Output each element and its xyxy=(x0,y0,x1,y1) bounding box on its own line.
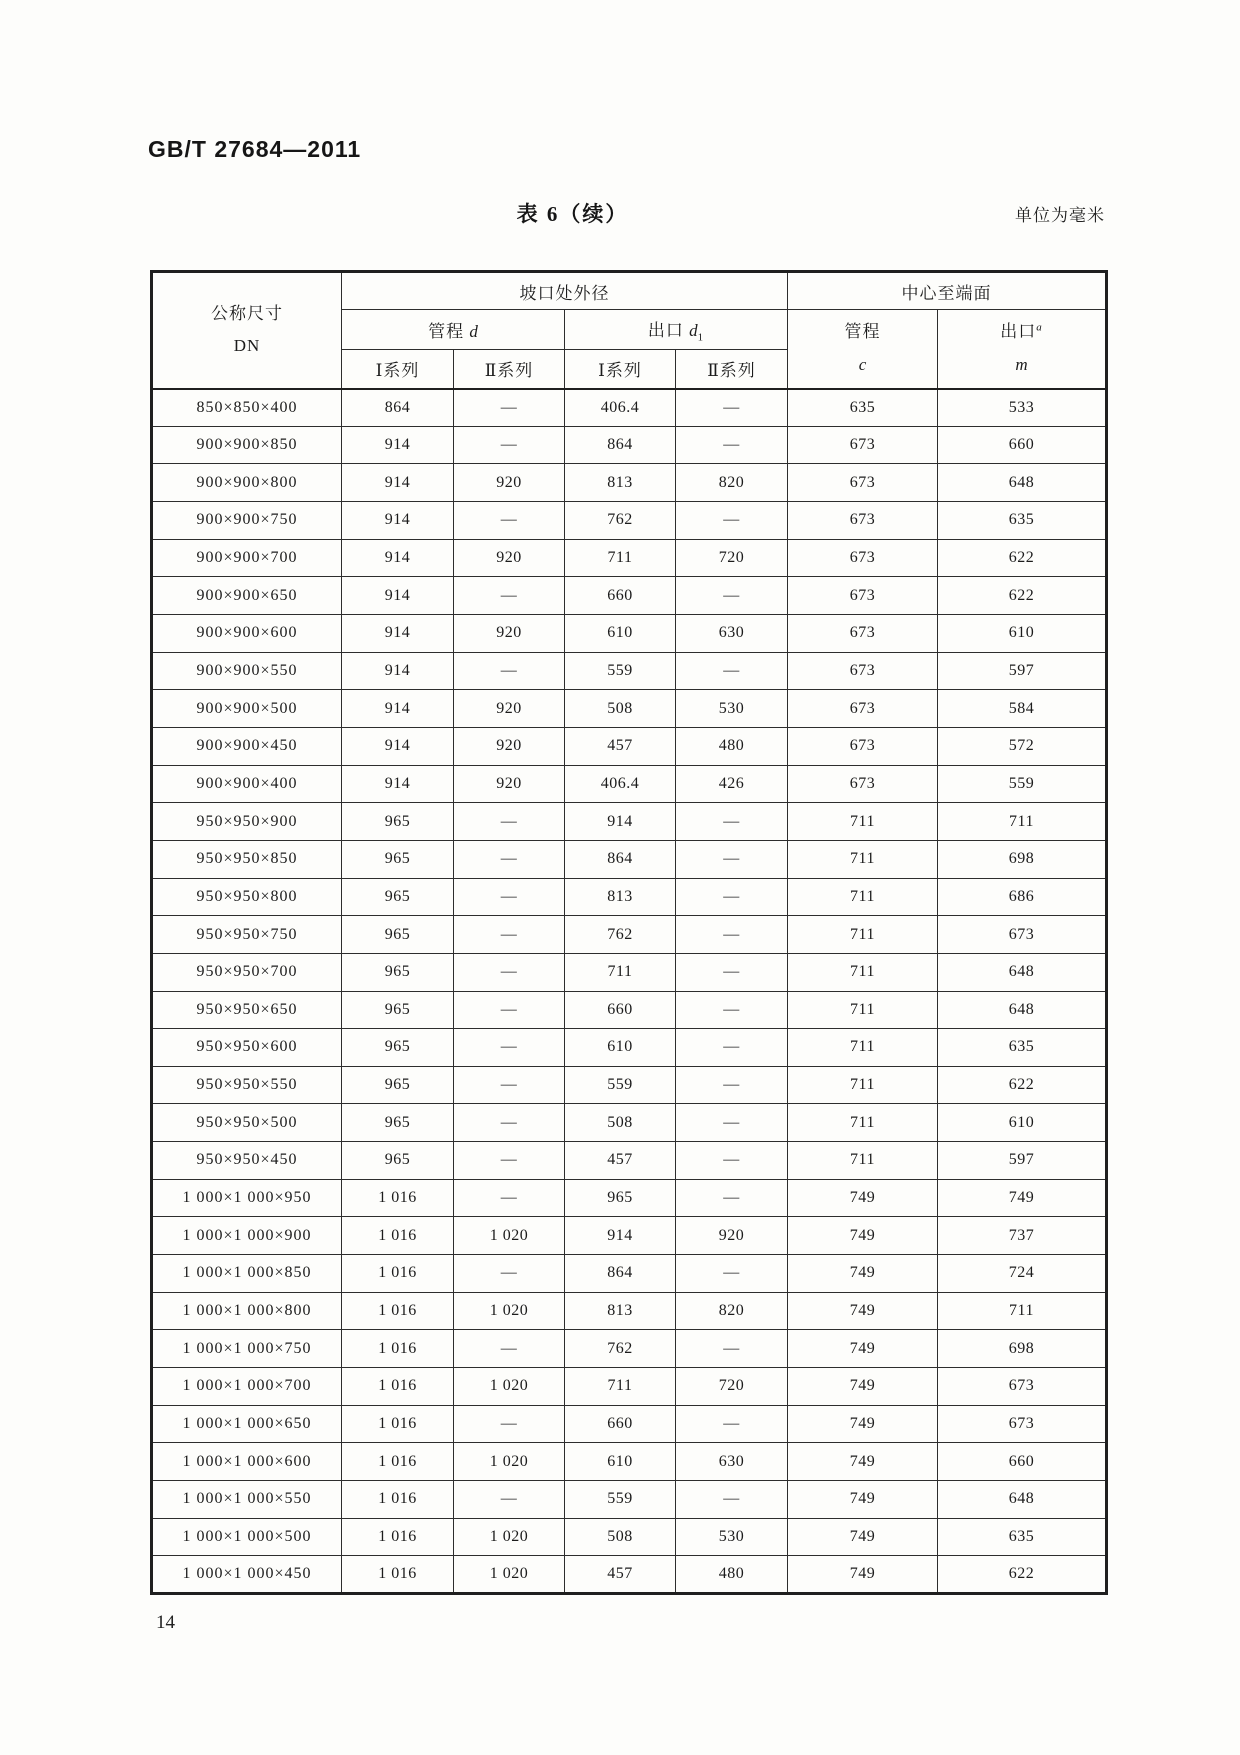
dimension-table xyxy=(150,270,1108,1595)
cell-tube-series1: 965 xyxy=(342,878,454,916)
cell-tube-series2: — xyxy=(454,878,565,916)
cell-outlet-series1: 864 xyxy=(565,840,676,878)
table-header xyxy=(152,272,1107,389)
cell-center-tube-c: 749 xyxy=(788,1368,938,1406)
cell-outlet-series1: 610 xyxy=(565,1443,676,1481)
table-row xyxy=(152,1292,1107,1330)
cell-outlet-series2: — xyxy=(676,389,788,427)
cell-tube-series1: 965 xyxy=(342,840,454,878)
table-row xyxy=(152,1255,1107,1293)
table-row xyxy=(152,1368,1107,1406)
cell-outlet-series2: — xyxy=(676,878,788,916)
cell-outlet-series1: 813 xyxy=(565,878,676,916)
cell-center-tube-c: 673 xyxy=(788,464,938,502)
cell-outlet-series1: 762 xyxy=(565,1330,676,1368)
cell-outlet-series1: 508 xyxy=(565,690,676,728)
cell-center-tube-c: 711 xyxy=(788,878,938,916)
table-row xyxy=(152,727,1107,765)
table-row xyxy=(152,389,1107,427)
cell-nominal-size: 900×900×750 xyxy=(152,501,342,539)
cell-outlet-series2: 820 xyxy=(676,1292,788,1330)
cell-outlet-series2: 720 xyxy=(676,539,788,577)
header-outlet-d1: 出口 $d_1$ xyxy=(565,310,788,350)
header-tube-d: 管程 d xyxy=(342,310,565,350)
cell-center-tube-c: 673 xyxy=(788,577,938,615)
cell-tube-series2: 920 xyxy=(454,539,565,577)
cell-outlet-series2: — xyxy=(676,916,788,954)
cell-outlet-series2: 530 xyxy=(676,690,788,728)
table-row xyxy=(152,953,1107,991)
table-row xyxy=(152,1481,1107,1519)
cell-center-outlet-m: 622 xyxy=(938,1556,1107,1594)
cell-center-tube-c: 673 xyxy=(788,501,938,539)
cell-nominal-size: 950×950×450 xyxy=(152,1142,342,1180)
cell-center-tube-c: 711 xyxy=(788,1142,938,1180)
table-row xyxy=(152,1556,1107,1594)
cell-center-tube-c: 749 xyxy=(788,1292,938,1330)
cell-center-outlet-m: 635 xyxy=(938,1029,1107,1067)
cell-center-outlet-m: 622 xyxy=(938,539,1107,577)
table-row xyxy=(152,1104,1107,1142)
cell-nominal-size: 950×950×800 xyxy=(152,878,342,916)
table-body xyxy=(152,389,1107,1594)
cell-tube-series1: 914 xyxy=(342,727,454,765)
cell-outlet-series1: 813 xyxy=(565,464,676,502)
cell-tube-series1: 1 016 xyxy=(342,1518,454,1556)
cell-outlet-series1: 914 xyxy=(565,1217,676,1255)
cell-outlet-series2: — xyxy=(676,803,788,841)
cell-center-outlet-m: 711 xyxy=(938,803,1107,841)
cell-center-outlet-m: 610 xyxy=(938,614,1107,652)
header-tube-series1: Ⅰ系列 xyxy=(342,350,454,389)
cell-center-outlet-m: 698 xyxy=(938,1330,1107,1368)
cell-nominal-size: 950×950×500 xyxy=(152,1104,342,1142)
header-nominal-size xyxy=(152,272,342,389)
cell-outlet-series2: — xyxy=(676,1104,788,1142)
cell-outlet-series1: 660 xyxy=(565,577,676,615)
cell-nominal-size: 900×900×800 xyxy=(152,464,342,502)
header-outlet-series2: Ⅱ系列 xyxy=(676,350,788,389)
cell-outlet-series1: 762 xyxy=(565,501,676,539)
cell-center-outlet-m: 622 xyxy=(938,577,1107,615)
cell-outlet-series2: — xyxy=(676,1481,788,1519)
cell-tube-series1: 965 xyxy=(342,1142,454,1180)
cell-outlet-series1: 406.4 xyxy=(565,765,676,803)
cell-tube-series2: — xyxy=(454,1179,565,1217)
cell-outlet-series1: 660 xyxy=(565,991,676,1029)
cell-center-tube-c: 635 xyxy=(788,389,938,427)
cell-center-tube-c: 673 xyxy=(788,765,938,803)
cell-tube-series2: 1 020 xyxy=(454,1368,565,1406)
cell-outlet-series1: 813 xyxy=(565,1292,676,1330)
cell-nominal-size: 950×950×600 xyxy=(152,1029,342,1067)
cell-outlet-series1: 508 xyxy=(565,1518,676,1556)
cell-outlet-series2: 480 xyxy=(676,727,788,765)
cell-outlet-series2: — xyxy=(676,652,788,690)
cell-outlet-series2: 920 xyxy=(676,1217,788,1255)
cell-center-outlet-m: 648 xyxy=(938,464,1107,502)
cell-nominal-size: 950×950×750 xyxy=(152,916,342,954)
cell-outlet-series1: 864 xyxy=(565,1255,676,1293)
cell-center-tube-c: 749 xyxy=(788,1405,938,1443)
cell-nominal-size: 1 000×1 000×800 xyxy=(152,1292,342,1330)
cell-center-outlet-m: 559 xyxy=(938,765,1107,803)
cell-outlet-series1: 457 xyxy=(565,1142,676,1180)
cell-outlet-series1: 660 xyxy=(565,1405,676,1443)
cell-center-tube-c: 749 xyxy=(788,1217,938,1255)
cell-center-tube-c: 673 xyxy=(788,539,938,577)
standard-number: GB/T 27684—2011 xyxy=(148,136,362,162)
cell-tube-series1: 1 016 xyxy=(342,1443,454,1481)
cell-nominal-size: 850×850×400 xyxy=(152,389,342,427)
cell-center-tube-c: 673 xyxy=(788,727,938,765)
table-row xyxy=(152,1179,1107,1217)
cell-tube-series2: 1 020 xyxy=(454,1292,565,1330)
cell-center-tube-c: 711 xyxy=(788,840,938,878)
cell-tube-series2: — xyxy=(454,389,565,427)
cell-center-tube-c: 673 xyxy=(788,614,938,652)
cell-tube-series2: — xyxy=(454,916,565,954)
cell-center-tube-c: 749 xyxy=(788,1518,938,1556)
cell-nominal-size: 950×950×900 xyxy=(152,803,342,841)
cell-center-tube-c: 749 xyxy=(788,1255,938,1293)
cell-outlet-series1: 457 xyxy=(565,1556,676,1594)
cell-nominal-size: 1 000×1 000×550 xyxy=(152,1481,342,1519)
cell-tube-series2: — xyxy=(454,991,565,1029)
cell-outlet-series2: 820 xyxy=(676,464,788,502)
cell-nominal-size: 900×900×500 xyxy=(152,690,342,728)
cell-nominal-size: 1 000×1 000×900 xyxy=(152,1217,342,1255)
cell-center-outlet-m: 673 xyxy=(938,916,1107,954)
cell-outlet-series2: 480 xyxy=(676,1556,788,1594)
cell-center-outlet-m: 635 xyxy=(938,1518,1107,1556)
cell-nominal-size: 1 000×1 000×700 xyxy=(152,1368,342,1406)
cell-outlet-series2: — xyxy=(676,1179,788,1217)
cell-tube-series2: 1 020 xyxy=(454,1556,565,1594)
table-row xyxy=(152,1066,1107,1104)
cell-tube-series1: 965 xyxy=(342,953,454,991)
cell-center-outlet-m: 648 xyxy=(938,953,1107,991)
cell-center-outlet-m: 660 xyxy=(938,426,1107,464)
cell-center-tube-c: 749 xyxy=(788,1330,938,1368)
cell-tube-series2: 920 xyxy=(454,614,565,652)
unit-note: 单位为毫米 xyxy=(1015,206,1105,225)
cell-nominal-size: 900×900×600 xyxy=(152,614,342,652)
cell-tube-series1: 864 xyxy=(342,389,454,427)
cell-center-outlet-m: 698 xyxy=(938,840,1107,878)
cell-nominal-size: 900×900×450 xyxy=(152,727,342,765)
cell-outlet-series2: — xyxy=(676,426,788,464)
header-tube-series2: Ⅱ系列 xyxy=(454,350,565,389)
cell-center-tube-c: 711 xyxy=(788,803,938,841)
cell-center-tube-c: 749 xyxy=(788,1179,938,1217)
cell-center-tube-c: 673 xyxy=(788,652,938,690)
cell-center-tube-c: 711 xyxy=(788,1104,938,1142)
cell-tube-series1: 914 xyxy=(342,614,454,652)
cell-tube-series1: 914 xyxy=(342,652,454,690)
cell-outlet-series2: — xyxy=(676,1029,788,1067)
table-row xyxy=(152,1405,1107,1443)
cell-nominal-size: 1 000×1 000×950 xyxy=(152,1179,342,1217)
cell-tube-series2: — xyxy=(454,1142,565,1180)
cell-outlet-series1: 508 xyxy=(565,1104,676,1142)
header-center-tube-c: 管程 c xyxy=(788,310,938,389)
cell-nominal-size: 1 000×1 000×650 xyxy=(152,1405,342,1443)
cell-tube-series2: 920 xyxy=(454,765,565,803)
cell-center-outlet-m: 660 xyxy=(938,1443,1107,1481)
cell-outlet-series1: 457 xyxy=(565,727,676,765)
table-row xyxy=(152,803,1107,841)
table-row xyxy=(152,878,1107,916)
cell-outlet-series1: 610 xyxy=(565,1029,676,1067)
cell-center-outlet-m: 673 xyxy=(938,1368,1107,1406)
cell-tube-series1: 1 016 xyxy=(342,1368,454,1406)
table-title: 表 6（续） xyxy=(516,202,629,226)
cell-center-tube-c: 711 xyxy=(788,1029,938,1067)
table-row xyxy=(152,426,1107,464)
cell-center-tube-c: 673 xyxy=(788,426,938,464)
cell-nominal-size: 900×900×400 xyxy=(152,765,342,803)
cell-nominal-size: 1 000×1 000×500 xyxy=(152,1518,342,1556)
header-outlet-series1: Ⅰ系列 xyxy=(565,350,676,389)
cell-tube-series1: 914 xyxy=(342,426,454,464)
cell-center-tube-c: 749 xyxy=(788,1443,938,1481)
table-row xyxy=(152,1217,1107,1255)
cell-tube-series1: 914 xyxy=(342,690,454,728)
cell-nominal-size: 1 000×1 000×600 xyxy=(152,1443,342,1481)
cell-nominal-size: 900×900×550 xyxy=(152,652,342,690)
cell-outlet-series1: 914 xyxy=(565,803,676,841)
cell-tube-series1: 965 xyxy=(342,991,454,1029)
cell-center-outlet-m: 533 xyxy=(938,389,1107,427)
cell-center-tube-c: 749 xyxy=(788,1481,938,1519)
cell-nominal-size: 1 000×1 000×850 xyxy=(152,1255,342,1293)
cell-nominal-size: 950×950×700 xyxy=(152,953,342,991)
cell-tube-series2: 920 xyxy=(454,727,565,765)
cell-tube-series1: 965 xyxy=(342,1104,454,1142)
cell-outlet-series1: 406.4 xyxy=(565,389,676,427)
cell-outlet-series1: 711 xyxy=(565,539,676,577)
header-nominal-size-symbol: DN xyxy=(233,336,261,356)
cell-center-outlet-m: 610 xyxy=(938,1104,1107,1142)
cell-outlet-series2: 630 xyxy=(676,1443,788,1481)
cell-outlet-series1: 965 xyxy=(565,1179,676,1217)
cell-outlet-series2: — xyxy=(676,953,788,991)
table-row xyxy=(152,1142,1107,1180)
cell-tube-series1: 965 xyxy=(342,1066,454,1104)
cell-outlet-series2: — xyxy=(676,840,788,878)
cell-tube-series1: 965 xyxy=(342,803,454,841)
cell-center-outlet-m: 622 xyxy=(938,1066,1107,1104)
cell-center-tube-c: 749 xyxy=(788,1556,938,1594)
table-row xyxy=(152,539,1107,577)
table-row xyxy=(152,1518,1107,1556)
table-row xyxy=(152,1029,1107,1067)
cell-outlet-series1: 559 xyxy=(565,1066,676,1104)
cell-tube-series2: — xyxy=(454,1255,565,1293)
table-row xyxy=(152,614,1107,652)
cell-nominal-size: 950×950×650 xyxy=(152,991,342,1029)
table-row xyxy=(152,501,1107,539)
table-row xyxy=(152,690,1107,728)
header-group-bevel-od: 坡口处外径 xyxy=(342,272,788,310)
table-row xyxy=(152,652,1107,690)
cell-outlet-series2: — xyxy=(676,577,788,615)
cell-nominal-size: 950×950×550 xyxy=(152,1066,342,1104)
cell-outlet-series2: — xyxy=(676,1405,788,1443)
header-row-groups xyxy=(152,272,1107,310)
cell-tube-series1: 914 xyxy=(342,577,454,615)
cell-tube-series1: 914 xyxy=(342,464,454,502)
cell-center-outlet-m: 673 xyxy=(938,1405,1107,1443)
cell-tube-series1: 1 016 xyxy=(342,1217,454,1255)
cell-tube-series2: — xyxy=(454,1405,565,1443)
cell-center-tube-c: 711 xyxy=(788,953,938,991)
cell-tube-series1: 914 xyxy=(342,539,454,577)
cell-center-outlet-m: 686 xyxy=(938,878,1107,916)
cell-tube-series1: 965 xyxy=(342,1029,454,1067)
cell-outlet-series2: — xyxy=(676,1255,788,1293)
cell-tube-series1: 1 016 xyxy=(342,1556,454,1594)
cell-outlet-series2: — xyxy=(676,1142,788,1180)
cell-tube-series2: — xyxy=(454,1481,565,1519)
cell-tube-series2: — xyxy=(454,1066,565,1104)
cell-center-tube-c: 711 xyxy=(788,1066,938,1104)
cell-tube-series1: 1 016 xyxy=(342,1255,454,1293)
cell-tube-series1: 1 016 xyxy=(342,1405,454,1443)
cell-tube-series1: 914 xyxy=(342,765,454,803)
cell-tube-series2: — xyxy=(454,803,565,841)
cell-nominal-size: 900×900×700 xyxy=(152,539,342,577)
header-center-outlet-m: 出口$^a$ m xyxy=(938,310,1107,389)
cell-tube-series1: 1 016 xyxy=(342,1481,454,1519)
cell-tube-series1: 1 016 xyxy=(342,1292,454,1330)
cell-nominal-size: 900×900×850 xyxy=(152,426,342,464)
page-number: 14 xyxy=(156,1612,175,1633)
cell-tube-series2: — xyxy=(454,840,565,878)
table-caption-row xyxy=(150,198,1105,230)
header-nominal-size-label: 公称尺寸 xyxy=(211,303,283,323)
cell-center-outlet-m: 648 xyxy=(938,991,1107,1029)
cell-outlet-series1: 762 xyxy=(565,916,676,954)
cell-outlet-series2: — xyxy=(676,991,788,1029)
cell-center-outlet-m: 749 xyxy=(938,1179,1107,1217)
cell-outlet-series1: 610 xyxy=(565,614,676,652)
cell-outlet-series1: 711 xyxy=(565,953,676,991)
cell-tube-series2: 1 020 xyxy=(454,1217,565,1255)
cell-outlet-series2: 530 xyxy=(676,1518,788,1556)
table-row xyxy=(152,840,1107,878)
cell-outlet-series2: 720 xyxy=(676,1368,788,1406)
table-row xyxy=(152,464,1107,502)
cell-tube-series2: — xyxy=(454,953,565,991)
table-row xyxy=(152,991,1107,1029)
cell-tube-series2: — xyxy=(454,577,565,615)
table-row xyxy=(152,916,1107,954)
cell-outlet-series1: 711 xyxy=(565,1368,676,1406)
cell-center-outlet-m: 572 xyxy=(938,727,1107,765)
cell-center-outlet-m: 635 xyxy=(938,501,1107,539)
cell-outlet-series2: 630 xyxy=(676,614,788,652)
cell-nominal-size: 900×900×650 xyxy=(152,577,342,615)
cell-tube-series1: 1 016 xyxy=(342,1179,454,1217)
cell-center-outlet-m: 711 xyxy=(938,1292,1107,1330)
cell-tube-series1: 914 xyxy=(342,501,454,539)
cell-tube-series2: — xyxy=(454,501,565,539)
table-row xyxy=(152,765,1107,803)
cell-outlet-series1: 864 xyxy=(565,426,676,464)
cell-tube-series1: 1 016 xyxy=(342,1330,454,1368)
cell-center-outlet-m: 724 xyxy=(938,1255,1107,1293)
cell-tube-series2: — xyxy=(454,1104,565,1142)
cell-nominal-size: 1 000×1 000×450 xyxy=(152,1556,342,1594)
cell-tube-series2: 1 020 xyxy=(454,1443,565,1481)
cell-center-tube-c: 711 xyxy=(788,916,938,954)
cell-tube-series2: 920 xyxy=(454,690,565,728)
cell-center-outlet-m: 648 xyxy=(938,1481,1107,1519)
cell-tube-series2: — xyxy=(454,1029,565,1067)
cell-center-tube-c: 673 xyxy=(788,690,938,728)
cell-center-tube-c: 711 xyxy=(788,991,938,1029)
cell-outlet-series1: 559 xyxy=(565,652,676,690)
cell-tube-series2: 920 xyxy=(454,464,565,502)
cell-center-outlet-m: 737 xyxy=(938,1217,1107,1255)
table-row xyxy=(152,1443,1107,1481)
cell-tube-series1: 965 xyxy=(342,916,454,954)
cell-outlet-series2: — xyxy=(676,501,788,539)
cell-tube-series2: — xyxy=(454,1330,565,1368)
cell-center-outlet-m: 597 xyxy=(938,1142,1107,1180)
cell-tube-series2: 1 020 xyxy=(454,1518,565,1556)
cell-outlet-series2: 426 xyxy=(676,765,788,803)
cell-outlet-series2: — xyxy=(676,1066,788,1104)
cell-tube-series2: — xyxy=(454,652,565,690)
cell-tube-series2: — xyxy=(454,426,565,464)
cell-outlet-series2: — xyxy=(676,1330,788,1368)
cell-nominal-size: 1 000×1 000×750 xyxy=(152,1330,342,1368)
cell-center-outlet-m: 597 xyxy=(938,652,1107,690)
cell-center-outlet-m: 584 xyxy=(938,690,1107,728)
table-row xyxy=(152,1330,1107,1368)
cell-nominal-size: 950×950×850 xyxy=(152,840,342,878)
header-group-center-to-end: 中心至端面 xyxy=(788,272,1107,310)
cell-outlet-series1: 559 xyxy=(565,1481,676,1519)
table-row xyxy=(152,577,1107,615)
